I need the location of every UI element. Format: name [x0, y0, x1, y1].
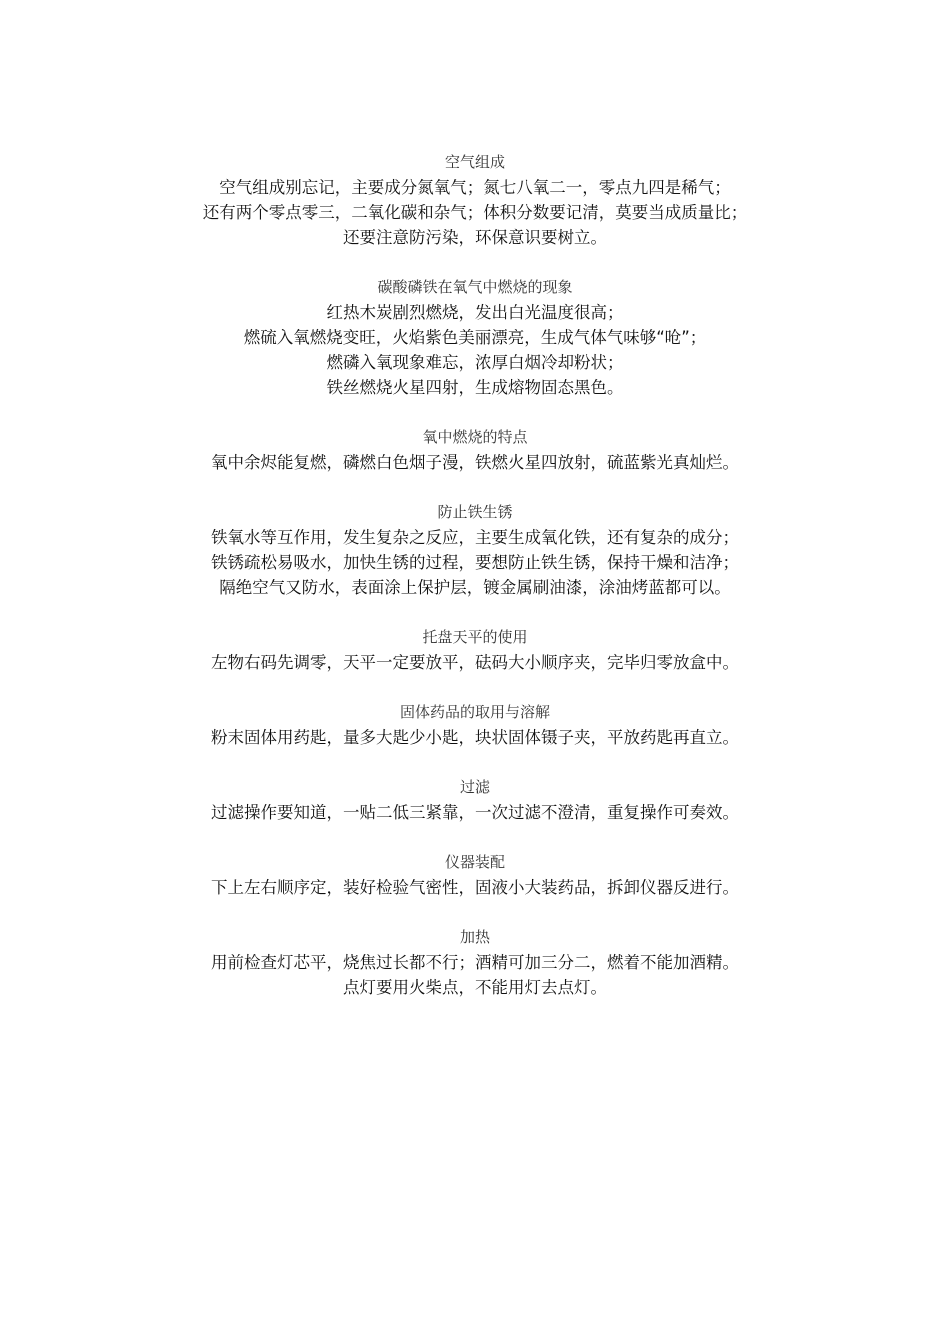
verse-line: 氧中余烬能复燃，磷燃白色烟子漫，铁燃火星四放射，硫蓝紫光真灿烂。	[211, 453, 739, 472]
verse-line: 铁氧水等互作用，发生复杂之反应，主要生成氧化铁，还有复杂的成分；	[211, 528, 739, 547]
section-title: 碳酸磷铁在氧气中燃烧的现象	[377, 278, 573, 296]
verse-line: 隔绝空气又防水，表面涂上保护层，镀金属刷油漆，涂油烤蓝都可以。	[219, 578, 731, 597]
verse-line: 过滤操作要知道，一贴二低三紧靠，一次过滤不澄清，重复操作可奏效。	[211, 803, 739, 822]
section-title: 氧中燃烧的特点	[422, 428, 528, 446]
verse-line: 左物右码先调零，天平一定要放平，砝码大小顺序夹，完毕归零放盒中。	[211, 653, 739, 672]
section-rust-prevention	[0, 499, 950, 600]
verse-line: 铁锈疏松易吸水，加快生锈的过程，要想防止铁生锈，保持干燥和洁净；	[211, 553, 739, 572]
verse-line: 空气组成别忘记，主要成分氮氧气；氮七八氧二一，零点九四是稀气；	[219, 178, 731, 197]
verse-line: 燃磷入氧现象难忘，浓厚白烟冷却粉状；	[326, 353, 624, 372]
verse-line: 下上左右顺序定，装好检验气密性，固液小大装药品，拆卸仪器反进行。	[211, 878, 739, 897]
document-page	[0, 149, 950, 1024]
section-title: 仪器装配	[444, 853, 505, 871]
section-title: 防止铁生锈	[437, 503, 513, 521]
verse-line: 燃硫入氧燃烧变旺，火焰紫色美丽漂亮，生成气体气味够“呛”；	[243, 328, 707, 347]
section-apparatus-assembly	[0, 849, 950, 900]
section-oxygen-combustion-features	[0, 424, 950, 475]
section-title: 固体药品的取用与溶解	[399, 703, 550, 721]
verse-line: 铁丝燃烧火星四射，生成熔物固态黑色。	[326, 378, 624, 397]
section-title: 过滤	[459, 778, 490, 796]
verse-line: 点灯要用火柴点，不能用灯去点灯。	[343, 978, 607, 997]
section-title: 托盘天平的使用	[422, 628, 528, 646]
verse-line: 还要注意防污染，环保意识要树立。	[343, 228, 607, 247]
section-air-composition	[0, 149, 950, 250]
section-solid-reagents	[0, 699, 950, 750]
section-filtration	[0, 774, 950, 825]
verse-line: 用前检查灯芯平，烧焦过长都不行；酒精可加三分二，燃着不能加酒精。	[211, 953, 739, 972]
section-title: 空气组成	[444, 153, 505, 171]
section-combustion-phenomena	[0, 274, 950, 400]
verse-line: 红热木炭剧烈燃烧，发出白光温度很高；	[326, 303, 624, 322]
verse-line: 粉末固体用药匙，量多大匙少小匙，块状固体镊子夹，平放药匙再直立。	[211, 728, 739, 747]
section-title: 加热	[459, 928, 490, 946]
section-balance-usage	[0, 624, 950, 675]
section-heating	[0, 924, 950, 1000]
verse-line: 还有两个零点零三，二氧化碳和杂气；体积分数要记清，莫要当成质量比；	[202, 203, 748, 222]
